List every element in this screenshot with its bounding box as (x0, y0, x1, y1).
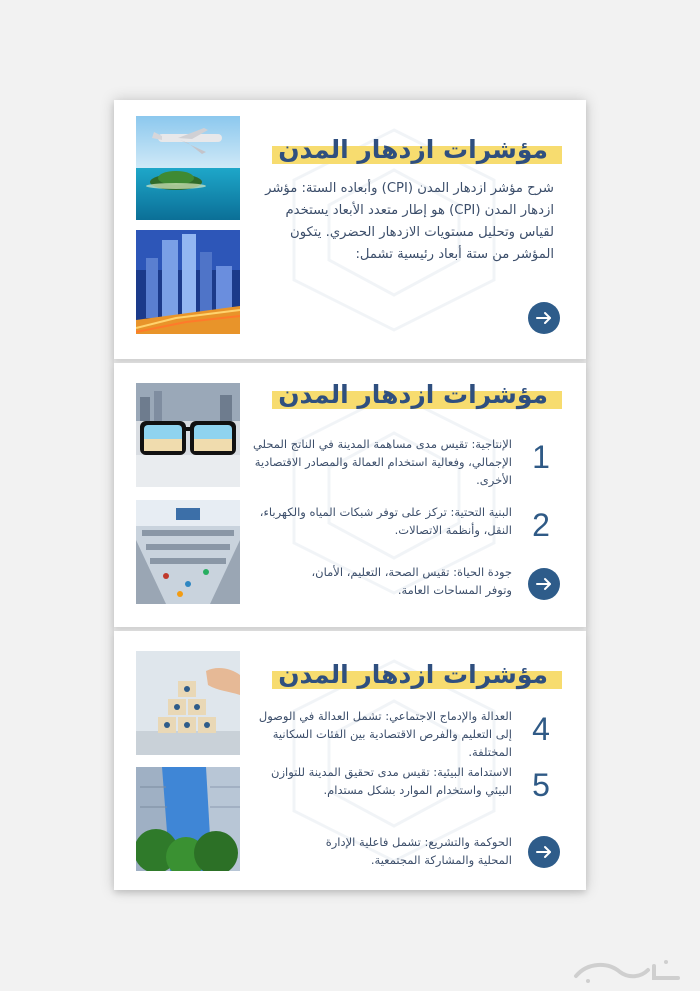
title-block (262, 377, 562, 413)
list-item (248, 503, 558, 559)
card-intro (114, 100, 586, 359)
card-dimensions-4-6 (114, 631, 586, 890)
glasses-beach-view-photo (136, 383, 240, 487)
item-text: الإنتاجية: تقيس مدى مساهمة المدينة في الناتج المحلي الإجمالي، وفعالية استخدام العمالة والمصادر الاقتصادية الأخرى. (252, 437, 512, 487)
arrow-right-icon (534, 308, 554, 328)
title-block (262, 657, 562, 693)
next-arrow-button[interactable] (528, 302, 560, 334)
list-item (248, 763, 558, 819)
city-skyscrapers-night-photo (136, 230, 240, 334)
list-item (248, 707, 558, 763)
card-dimensions-1-3 (114, 363, 586, 627)
item-number: 5 (532, 767, 550, 803)
list-item (298, 563, 558, 619)
card-title: مؤشرات ازدهار المدن (278, 660, 548, 689)
airplane-over-island-photo (136, 116, 240, 220)
item-number: 4 (532, 711, 550, 747)
infographic-sheet (114, 100, 586, 890)
card-title: مؤشرات ازدهار المدن (278, 380, 548, 409)
title-block (262, 132, 562, 168)
card-title: مؤشرات ازدهار المدن (278, 135, 548, 164)
next-arrow-button[interactable] (528, 568, 560, 600)
item-number: 2 (532, 507, 550, 543)
item-number: 1 (532, 439, 550, 475)
arrow-right-icon (534, 842, 554, 862)
haraj-watermark-logo (568, 956, 692, 986)
item-text: العدالة والإدماج الاجتماعي: تشمل العدالة في الوصول إلى التعليم والفرص الاقتصادية بين الفئات السكانية المختلفة. (258, 709, 512, 759)
item-text: الحوكمة والتشريع: تشمل فاعلية الإدارة المحلية والمشاركة المجتمعية. (325, 835, 512, 867)
intro-paragraph: شرح مؤشر ازدهار المدن (CPI) وأبعاده الستة: مؤشر ازدهار المدن (CPI) هو إطار متعدد الأبعاد يستخدم لقياس وتحليل مستويات الازدهار الحضري. يتكون المؤشر من ستة أبعاد رئيسية تشمل: (265, 181, 554, 262)
hand-stacking-blocks-photo (136, 651, 240, 755)
list-item (298, 833, 558, 889)
haraj-logo-icon (568, 956, 692, 986)
arrow-right-icon (534, 574, 554, 594)
shopping-mall-interior-photo (136, 500, 240, 604)
item-text: الاستدامة البيئية: تقيس مدى تحقيق المدينة للتوازن البيئي واستخدام الموارد بشكل مستدام. (271, 765, 512, 797)
trees-and-towers-photo (136, 767, 240, 871)
next-arrow-button[interactable] (528, 836, 560, 868)
list-item (248, 435, 558, 491)
item-text: جودة الحياة: تقيس الصحة، التعليم، الأمان، وتوفر المساحات العامة. (311, 565, 512, 597)
item-text: البنية التحتية: تركز على توفر شبكات المياه والكهرباء، النقل، وأنظمة الاتصالات. (259, 505, 512, 537)
